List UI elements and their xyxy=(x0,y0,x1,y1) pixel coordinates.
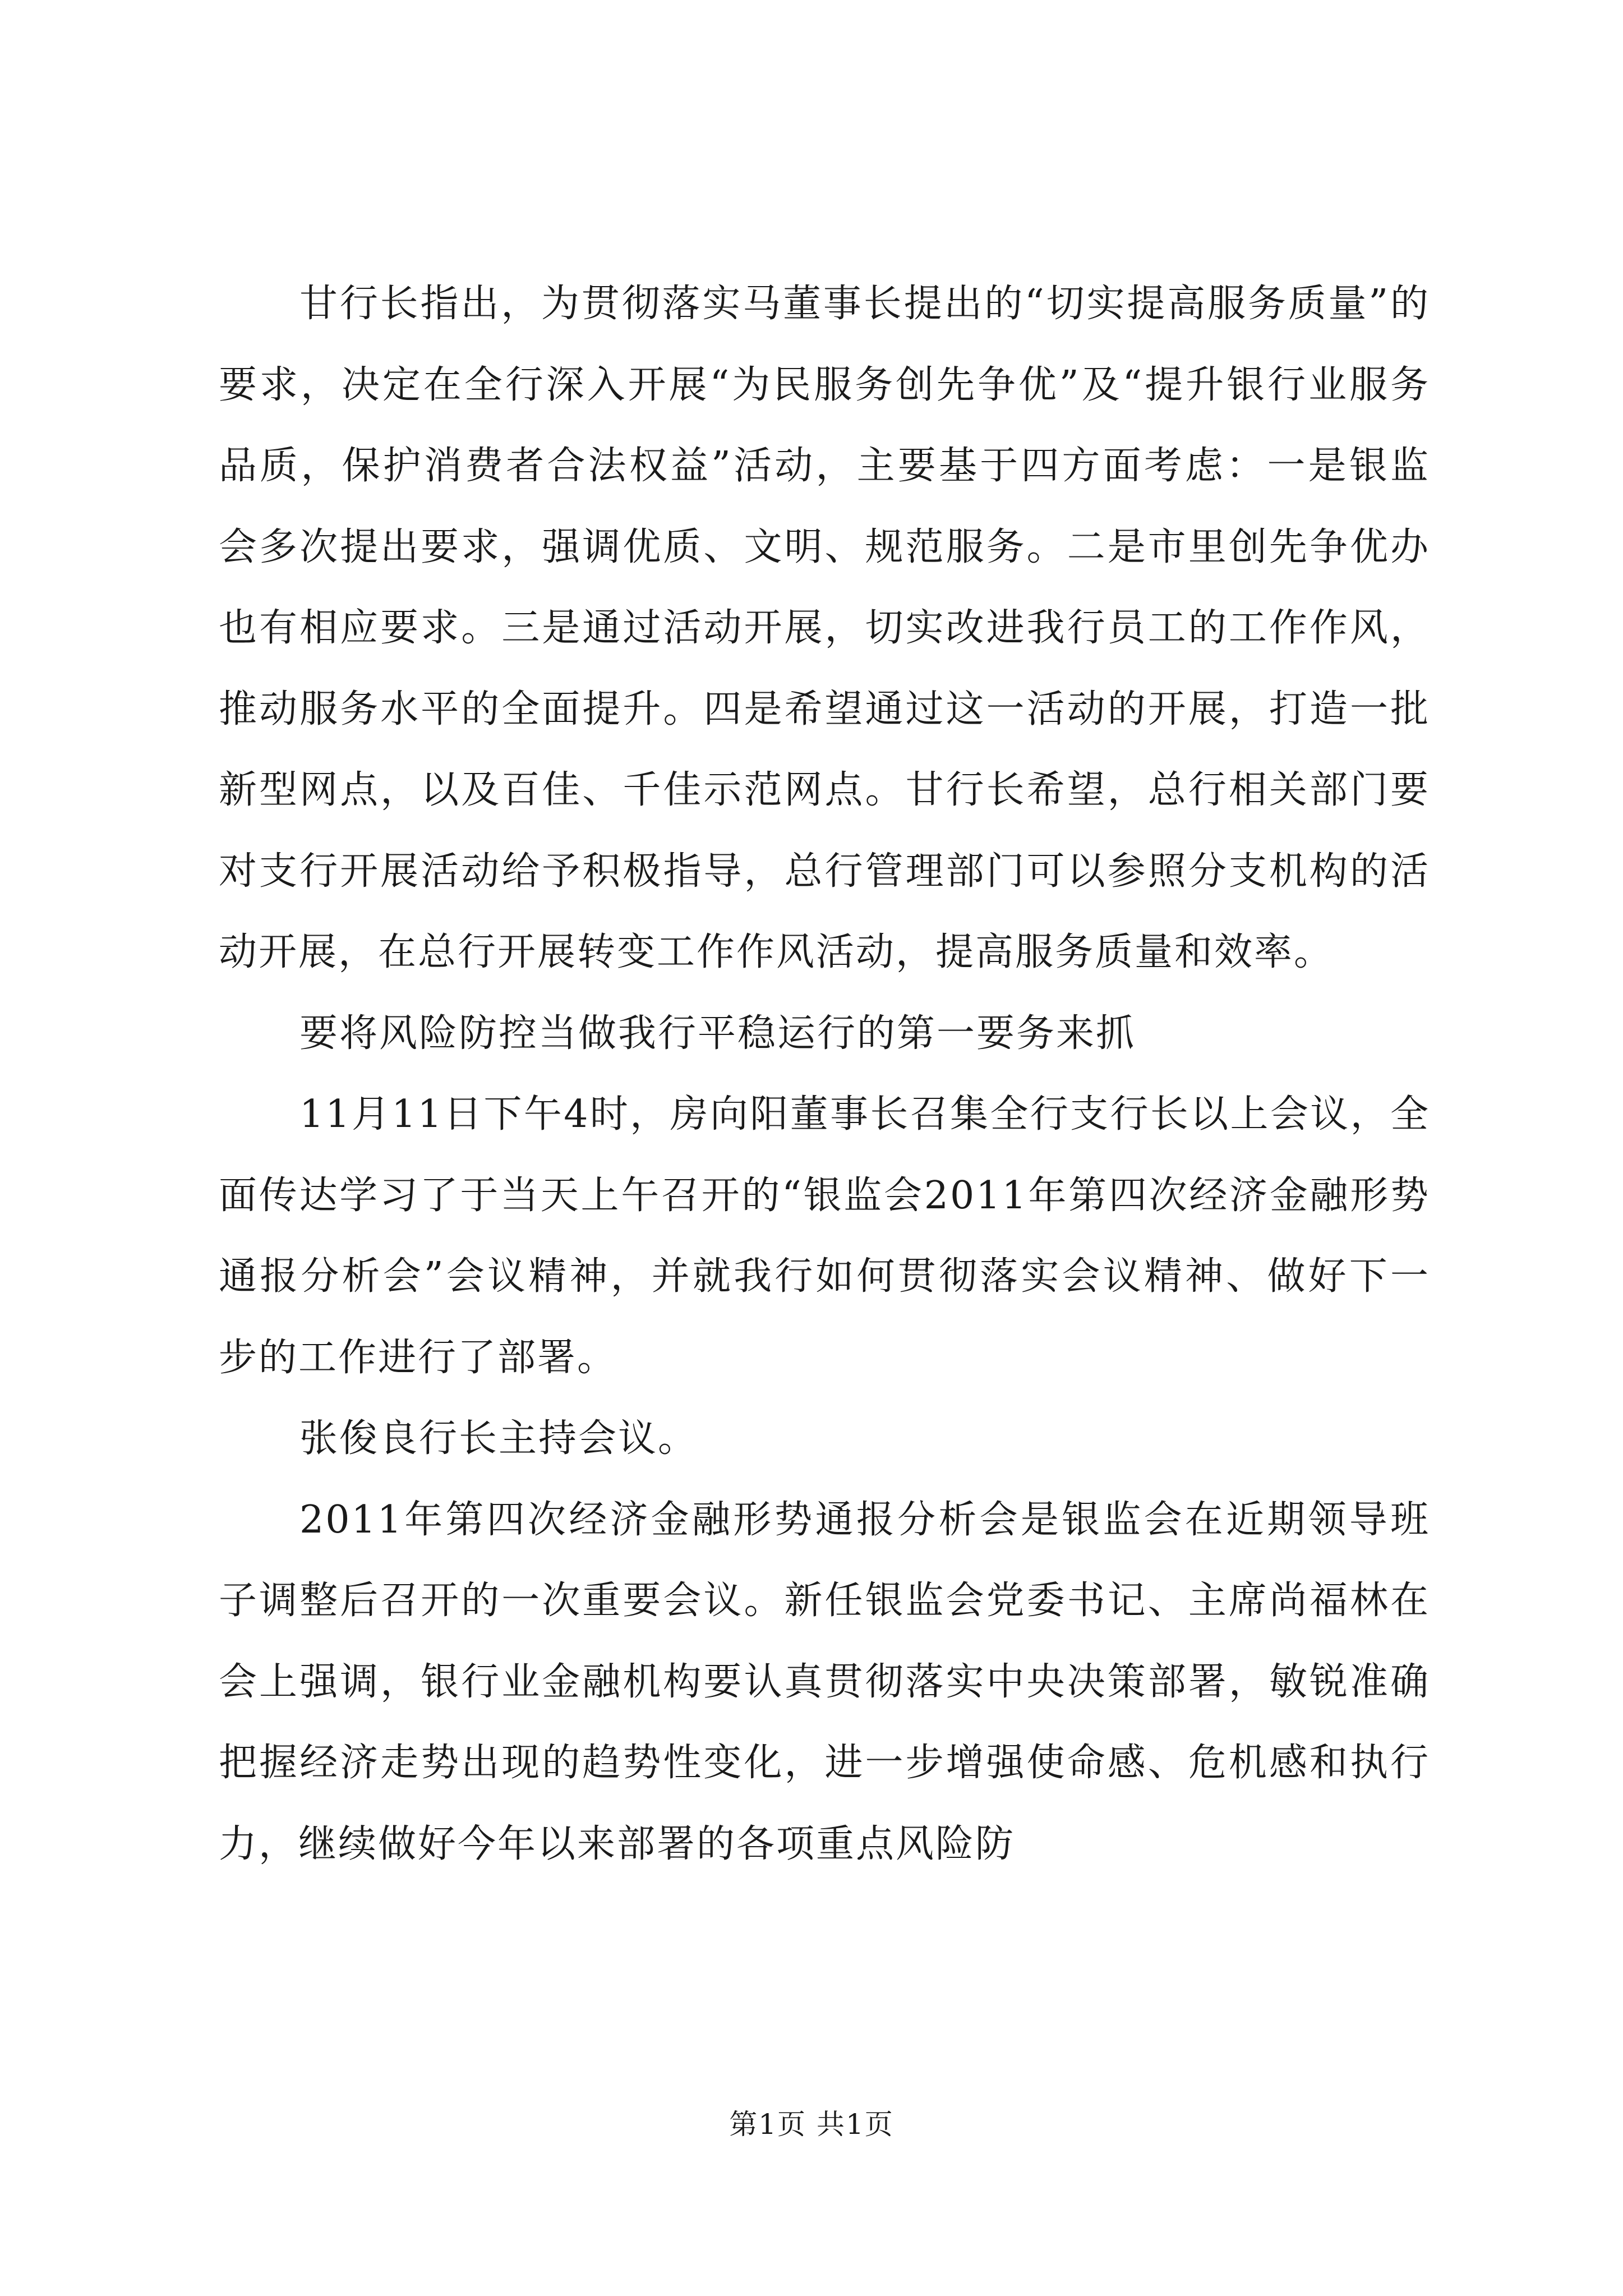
section-heading-risk-control: 要将风险防控当做我行平稳运行的第一要务来抓 xyxy=(299,1011,1136,1056)
document-body xyxy=(219,264,1430,1885)
paragraph-service-quality: 甘行长指出，为贯彻落实马董事长提出的“切实提高服务质量”的要求，决定在全行深入开展“为民服务创先争优”及“提升银行业服务品质，保护消费者合法权益”活动，主要基于四方面考虑：一是银监会多次提出要求，强调优质、文明、规范服务。二是市里创先争优办也有相应要求。三是通过活动开展，切实改进我行员工的工作作风，推动服务水平的全面提升。四是希望通过这一活动的开展，打造一批新型网点，以及百佳、千佳示范网点。甘行长希望，总行相关部门要对支行开展活动给予积极指导，总行管理部门可以参照分支机构的活动开展，在总行开展转变工作作风活动，提高服务质量和效率。 xyxy=(219,282,1430,974)
paragraph-meeting-summary: 11月11日下午4时，房向阳董事长召集全行支行长以上会议，全面传达学习了于当天上午召开的“银监会2011年第四次经济金融形势通报分析会”会议精神，并就我行如何贯彻落实会议精神、做好下一步的工作进行了部署。 xyxy=(219,1092,1430,1380)
paragraph-analysis-meeting: 2011年第四次经济金融形势通报分析会是银监会在近期领导班子调整后召开的一次重要会议。新任银监会党委书记、主席尚福林在会上强调，银行业金融机构要认真贯彻落实中央决策部署，敏锐准确把握经济走势出现的趋势性变化，进一步增强使命感、危机感和执行力，继续做好今年以来部署的各项重点风险防 xyxy=(219,1497,1430,1866)
paragraph-chair: 张俊良行长主持会议。 xyxy=(299,1416,698,1461)
page-footer: 第1页 共1页 xyxy=(729,2108,894,2141)
